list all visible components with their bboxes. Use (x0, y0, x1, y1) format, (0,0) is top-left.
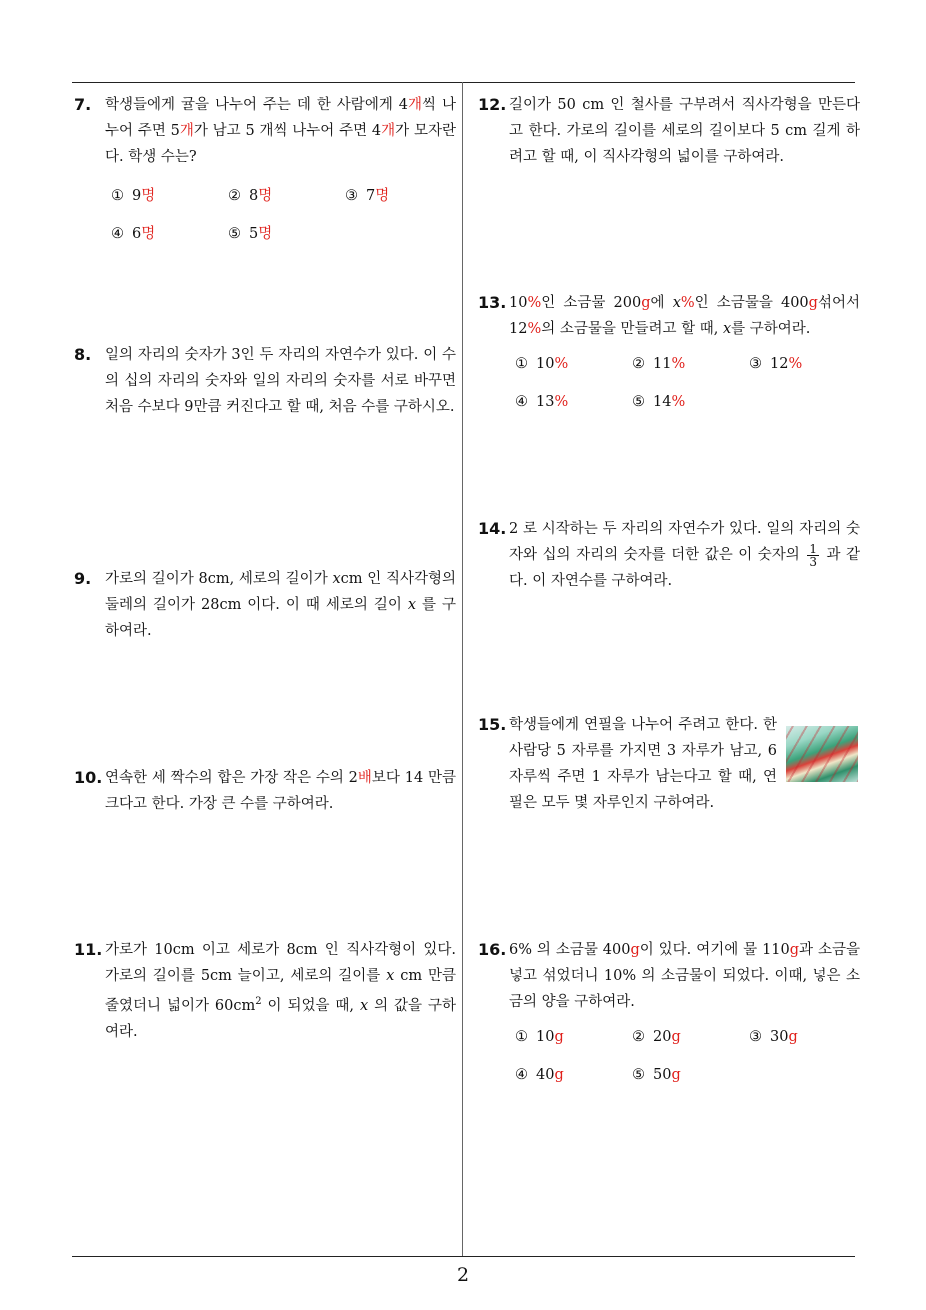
question-number: 15. (478, 715, 507, 734)
question-number: 10. (74, 768, 103, 787)
answer-choices (111, 184, 456, 260)
fraction-one-third: $\frac{1}{3}$ (809, 541, 817, 569)
choice-5[interactable]: ⑤ 14% (632, 394, 686, 410)
question-12 (478, 92, 860, 170)
choice-4[interactable]: ④ 13% (515, 394, 569, 410)
question-number: 9. (74, 569, 92, 588)
top-rule (72, 82, 855, 83)
choice-1[interactable]: ① 9명 (111, 188, 156, 204)
choice-2[interactable]: ② 8명 (228, 188, 273, 204)
question-text: 가로의 길이가 8cm, 세로의 길이가 xcm 인 직사각형의 둘레의 길이가 28cm 이다. 이 때 세로의 길이 x 를 구하여라. (105, 571, 456, 639)
question-text: 10%인 소금물 200g에 x%인 소금물을 400g섞어서 12%의 소금물을 만들려고 할 때, x를 구하여라. (509, 295, 860, 337)
question-number: 12. (478, 95, 507, 114)
question-text: 가로가 10cm 이고 세로가 8cm 인 직사각형이 있다. 가로의 길이를 5cm 늘이고, 세로의 길이를 x cm 만큼 줄였더니 넓이가 $60cm^2$ 이 되었을 때, x 의 값을 구하여라. (105, 942, 456, 1040)
question-text: 6% 의 소금물 400g이 있다. 여기에 물 110g과 소금을 넣고 섞었더니 10% 의 소금물이 되었다. 이때, 넣은 소금의 양을 구하여라. (509, 942, 860, 1010)
choice-2[interactable]: ② 20g (632, 1029, 681, 1045)
question-number: 16. (478, 940, 507, 959)
question-14 (478, 516, 860, 594)
question-number: 8. (74, 345, 92, 364)
choice-5[interactable]: ⑤ 50g (632, 1067, 681, 1083)
question-text: 일의 자리의 숫자가 3인 두 자리의 자연수가 있다. 이 수의 십의 자리의 숫자와 일의 자리의 숫자를 서로 바꾸면 처음 수보다 9만큼 커진다고 할 때, 처음 수를 구하시오. (105, 347, 456, 415)
question-text: 학생들에게 귤을 나누어 주는 데 한 사람에게 4개씩 나누어 주면 5개가 남고 5 개씩 나누어 주면 4개가 모자란다. 학생 수는? (105, 97, 456, 165)
choice-3[interactable]: ③ 7명 (345, 188, 390, 204)
choice-3[interactable]: ③ 30g (749, 1029, 798, 1045)
question-text: 학생들에게 연필을 나누어 주려고 한다. 한 사람당 5 자루를 가지면 3 자루가 남고, 6 자루씩 주면 1 자루가 남는다고 할 때, 연필은 모두 몇 자루인지 구하여라. (509, 717, 777, 811)
question-number: 7. (74, 95, 92, 114)
question-9 (74, 566, 456, 644)
column-divider (462, 82, 463, 1256)
question-text: 2 로 시작하는 두 자리의 자연수가 있다. 일의 자리의 숫자와 십의 자리의 숫자를 더한 값은 이 숫자의 $\frac{1}{3}$ 과 같다. 이 자연수를 구하여라. (509, 521, 861, 589)
question-number: 11. (74, 940, 103, 959)
answer-choices (515, 1029, 860, 1105)
answer-choices (515, 356, 860, 432)
page-number: 2 (456, 1264, 470, 1286)
question-text: 길이가 50 cm 인 철사를 구부려서 직사각형을 만든다고 한다. 가로의 길이를 세로의 길이보다 5 cm 길게 하려고 할 때, 이 직사각형의 넓이를 구하여라. (509, 97, 860, 165)
question-7 (74, 92, 456, 260)
choice-5[interactable]: ⑤ 5명 (228, 226, 273, 242)
choice-1[interactable]: ① 10g (515, 1029, 564, 1045)
question-number: 13. (478, 293, 507, 312)
choice-4[interactable]: ④ 40g (515, 1067, 564, 1083)
choice-2[interactable]: ② 11% (632, 356, 686, 372)
question-number: 14. (478, 519, 507, 538)
pencils-image (786, 726, 858, 782)
choice-3[interactable]: ③ 12% (749, 356, 803, 372)
question-11 (74, 937, 456, 1045)
question-10 (74, 765, 456, 817)
question-text: 연속한 세 짝수의 합은 가장 작은 수의 2배보다 14 만큼 크다고 한다. 가장 큰 수를 구하여라. (105, 770, 456, 812)
question-13 (478, 290, 860, 432)
question-8 (74, 342, 456, 420)
choice-4[interactable]: ④ 6명 (111, 226, 156, 242)
choice-1[interactable]: ① 10% (515, 356, 569, 372)
question-16 (478, 937, 860, 1105)
bottom-rule (72, 1256, 855, 1257)
question-15 (478, 712, 860, 816)
